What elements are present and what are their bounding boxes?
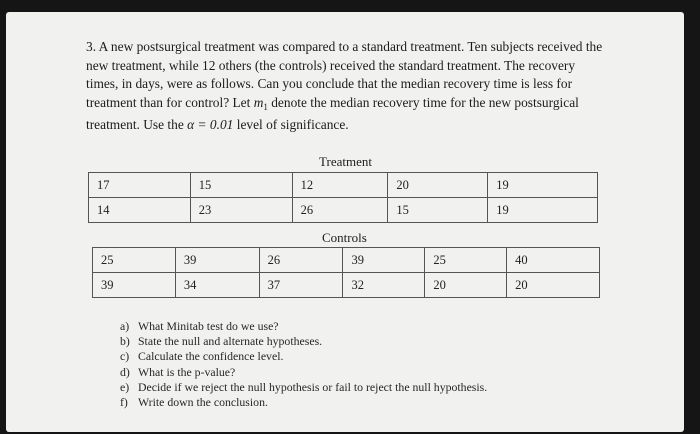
problem-statement <box>86 38 626 135</box>
list-item: d) What is the p-value? <box>120 364 236 379</box>
table-cell: 23 <box>190 198 292 223</box>
treatment-table <box>88 172 598 223</box>
median-variable: $m_1$ <box>253 94 268 112</box>
question-list <box>120 319 487 410</box>
table-cell: 32 <box>343 273 425 298</box>
problem-line-2: new treatment, while 12 others (the controls) received the standard treatment. The recovery <box>86 57 576 73</box>
controls-caption: Controls <box>322 230 367 245</box>
table-cell: 25 <box>93 248 176 273</box>
significance-level: α = 0.01 <box>187 117 234 133</box>
list-item: a) What Minitab test do we use? <box>120 319 279 333</box>
problem-line-3: times, in days, were as follows. Can you conclude that the median recovery time is less for <box>86 76 573 92</box>
table-cell: 40 <box>507 248 600 273</box>
problem-line-1: 3. A new postsurgical treatment was compared to a standard treatment. Ten subjects received the <box>86 39 603 54</box>
table-cell: 39 <box>93 273 176 298</box>
table-cell: 26 <box>292 198 388 223</box>
table-row <box>89 173 598 198</box>
table-cell: 20 <box>425 273 507 298</box>
table-cell: 17 <box>89 173 191 198</box>
table-cell: 26 <box>259 248 343 273</box>
document-page <box>6 12 684 432</box>
table-cell: 15 <box>388 198 488 223</box>
list-item: b) State the null and alternate hypotheses. <box>120 334 323 349</box>
table-row <box>89 198 598 223</box>
list-item: e) Decide if we reject the null hypothesis or fail to reject the null hypothesis. <box>120 379 488 394</box>
table-cell: 20 <box>507 273 600 298</box>
table-cell: 19 <box>488 173 598 198</box>
problem-number: 3. <box>86 39 97 54</box>
treatment-caption: Treatment <box>319 154 372 169</box>
table-cell: 14 <box>89 198 191 223</box>
table-cell: 12 <box>292 173 388 198</box>
table-cell: 15 <box>190 173 292 198</box>
table-cell: 20 <box>388 173 488 198</box>
table-cell: 19 <box>488 198 598 223</box>
list-item: c) Calculate the confidence level. <box>120 349 284 364</box>
problem-line-4: treatment than for control? Let $m_1$ denote the median recovery time for the new postsurgical <box>86 94 579 112</box>
table-cell: 25 <box>425 248 507 273</box>
table-row <box>93 248 600 273</box>
list-item: f) Write down the conclusion. <box>120 395 268 410</box>
table-cell: 34 <box>175 273 259 298</box>
problem-line-5: treatment. Use the α = 0.01 level of significance. <box>86 117 349 133</box>
table-cell: 39 <box>343 248 425 273</box>
table-row <box>93 273 600 298</box>
table-cell: 37 <box>259 273 343 298</box>
table-cell: 39 <box>175 248 259 273</box>
controls-table <box>92 247 600 298</box>
